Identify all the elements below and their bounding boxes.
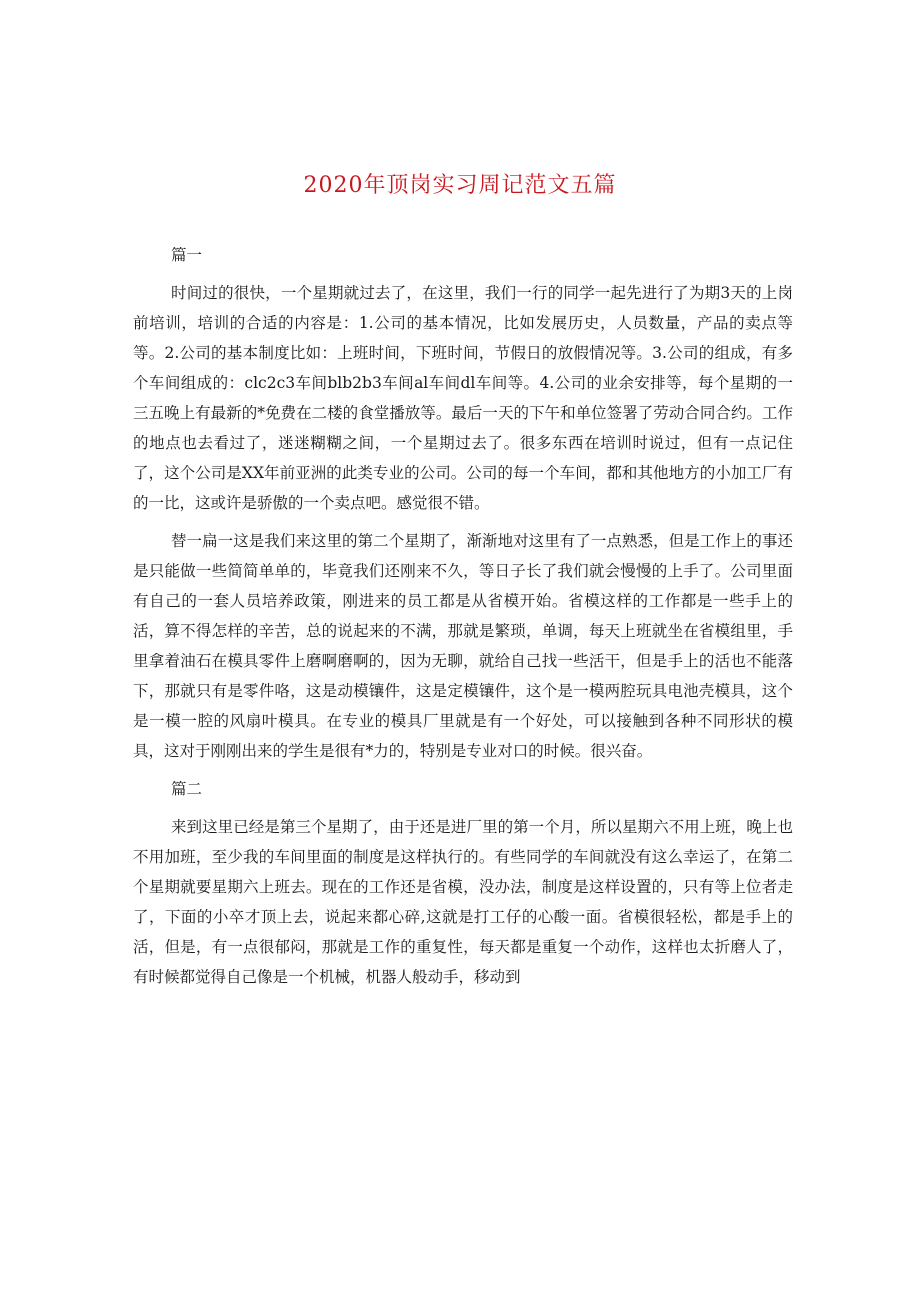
paragraph: 来到这里已经是第三个星期了，由于还是进厂里的第一个月，所以星期六不用上班，晚上也不用加班，至少我的车间里面的制度是这样执行的。有些同学的车间就没有这么幸运了，在第二个星期就要星期六上班去。现在的工作还是省模，没办法，制度是这样设置的，只有等上位者走了，下面的小卒才顶上去，说起来都心碎,这就是打工仔的心酸一面。省模很轻松，都是手上的活，但是，有一点很郁闷，那就是工作的重复性，每天都是重复一个动作，这样也太折磨人了，有时候都觉得自己像是一个机械，机器人般动手，移动到	[133, 818, 793, 986]
document-body	[133, 240, 793, 1000]
section-heading-2: 篇二	[171, 780, 203, 798]
document-title: 2020年顶岗实习周记范文五篇	[303, 173, 617, 198]
paragraph: 替一扁一这是我们来这里的第二个星期了，渐渐地对这里有了一点熟悉，但是工作上的事还是只能做一些简简单单的，毕竟我们还刚来不久，等日子长了我们就会慢慢的上手了。公司里面有自己的一套人员培养政策，刚进来的员工都是从省模开始。省模这样的工作都是一些手上的活，算不得怎样的辛苦，总的说起来的不满，那就是繁琐，单调，每天上班就坐在省模组里，手里拿着油石在模具零件上磨啊磨啊的，因为无聊，就给自己找一些活干，但是手上的活也不能落下，那就只有是零件咯，这是动模镶件，这是定模镶件，这个是一模两腔玩具电池壳模具，这个是一模一腔的风扇叶模具。在专业的模具厂里就是有一个好处，可以接触到各种不同形状的模具，这对于刚刚出来的学生是很有*力的，特别是专业对口的时候。很兴奋。	[133, 532, 793, 760]
section-heading-1: 篇一	[171, 246, 203, 264]
paragraph: 时间过的很快，一个星期就过去了，在这里，我们一行的同学一起先进行了为期3天的上岗前培训，培训的合适的内容是：1.公司的基本情况，比如发展历史，人员数量，产品的卖点等等。2.公司的基本制度比如：上班时间，下班时间，节假日的放假情况等。3.公司的组成，有多个车间组成的：clc2c3车间blb2b3车间al车间dl车间等。4.公司的业余安排等，每个星期的一三五晚上有最新的*免费在二楼的食堂播放等。最后一天的下午和单位签署了劳动合同合约。工作的地点也去看过了，迷迷糊糊之间，一个星期过去了。很多东西在培训时说过，但有一点记住了，这个公司是XX年前亚洲的此类专业的公司。公司的每一个车间，都和其他地方的小加工厂有的一比，这或许是骄傲的一个卖点吧。感觉很不错。	[133, 284, 793, 512]
